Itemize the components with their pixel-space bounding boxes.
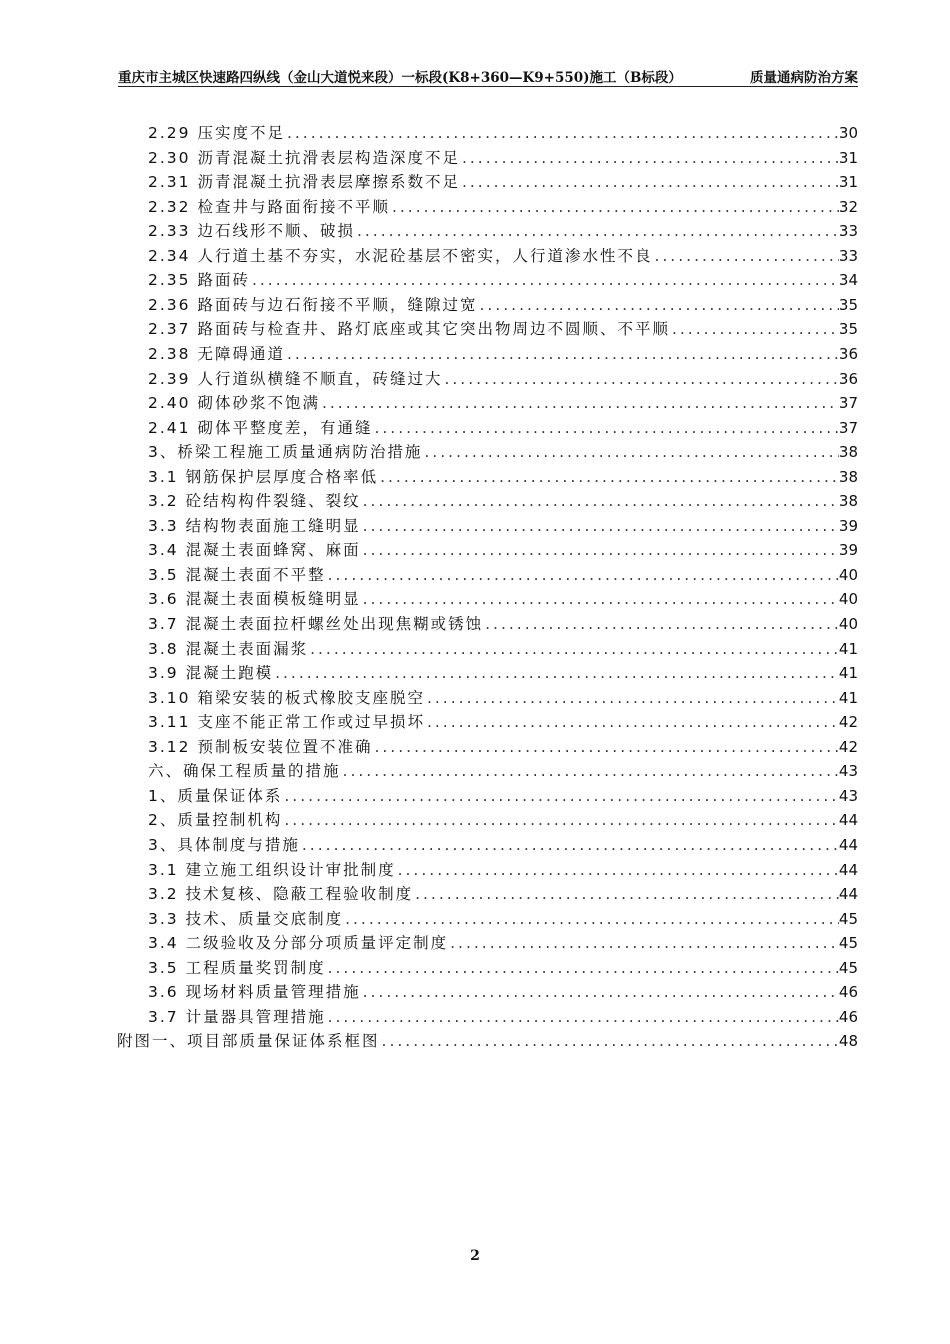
toc-leader-dots — [442, 370, 838, 388]
toc-leader-dots — [341, 762, 839, 780]
toc-entry-page: 46 — [838, 983, 858, 1002]
toc-entry-label: 2.30 沥青混凝土抗滑表层构造深度不足 — [148, 148, 460, 167]
toc-entry[interactable] — [148, 907, 858, 932]
toc-entry-label: 2.31 沥青混凝土抗滑表层摩擦系数不足 — [148, 173, 460, 192]
toc-entry-page: 45 — [838, 934, 858, 953]
toc-entry[interactable] — [148, 833, 858, 858]
toc-entry-page: 40 — [838, 590, 858, 609]
toc-leader-dots — [282, 787, 839, 805]
toc-entry-page: 36 — [838, 344, 858, 363]
toc-entry-page: 40 — [838, 615, 858, 633]
toc-entry-label: 3.1 建立施工组织设计审批制度 — [148, 860, 396, 879]
toc-leader-dots — [460, 173, 839, 191]
toc-leader-dots — [390, 198, 839, 216]
toc-entry-page: 44 — [838, 860, 858, 879]
toc-entry-page: 36 — [838, 369, 858, 388]
toc-entry-page: 41 — [838, 664, 858, 683]
toc-entry-page: 38 — [838, 492, 858, 511]
toc-entry[interactable] — [148, 858, 858, 883]
toc-entry-label: 附图一、项目部质量保证体系框图 — [117, 1032, 380, 1051]
toc-entry-label: 2.38 无障碍通道 — [148, 344, 285, 363]
toc-entry-page: 44 — [838, 835, 858, 854]
toc-leader-dots — [355, 222, 839, 240]
toc-entry-label: 2.37 路面砖与检查井、路灯底座或其它突出物周边不圆顺、不平顺 — [148, 320, 670, 339]
toc-entry-page: 30 — [838, 124, 858, 142]
toc-entry-page: 35 — [838, 295, 858, 314]
toc-leader-dots — [273, 664, 839, 682]
toc-entry[interactable] — [148, 1005, 858, 1030]
toc-entry-label: 3、桥梁工程施工质量通病防治措施 — [148, 443, 423, 462]
toc-entry-page: 33 — [838, 222, 858, 241]
toc-entry[interactable] — [148, 612, 858, 637]
toc-leader-dots — [460, 149, 839, 167]
toc-entry[interactable] — [148, 195, 858, 220]
toc-entry[interactable] — [148, 784, 858, 809]
toc-entry[interactable] — [148, 219, 858, 244]
toc-entry-page: 38 — [838, 467, 858, 486]
toc-entry[interactable] — [148, 661, 858, 686]
toc-entry-label: 3.1 钢筋保护层厚度合格率低 — [148, 467, 379, 486]
toc-entry[interactable] — [148, 121, 858, 146]
toc-entry-label: 2.29 压实度不足 — [148, 124, 285, 142]
toc-entry[interactable] — [148, 931, 858, 956]
toc-entry-label: 3.3 技术、质量交底制度 — [148, 909, 344, 928]
toc-leader-dots — [425, 713, 839, 731]
toc-leader-dots — [372, 738, 838, 756]
toc-entry-label: 3.9 混凝土跑模 — [148, 664, 274, 683]
toc-entry-label: 2.39 人行道纵横缝不顺直，砖缝过大 — [148, 369, 443, 388]
toc-entry[interactable] — [148, 146, 858, 171]
toc-entry-label: 3.4 二级验收及分部分项质量评定制度 — [148, 934, 449, 953]
toc-entry[interactable] — [148, 956, 858, 981]
toc-entry-page: 42 — [838, 713, 858, 732]
header-doc-name: 质量通病防治方案 — [750, 70, 858, 86]
toc-entry-label: 2.35 路面砖 — [148, 271, 250, 290]
toc-entry[interactable] — [148, 882, 858, 907]
toc-entry[interactable] — [148, 293, 858, 318]
toc-entry-label: 六、确保工程质量的措施 — [148, 762, 341, 781]
toc-entry-page: 34 — [838, 271, 858, 290]
toc-entry-page: 35 — [838, 320, 858, 339]
toc-entry-label: 2.33 边石线形不顺、破损 — [148, 222, 355, 241]
toc-entry[interactable] — [148, 440, 858, 465]
toc-entry-label: 3.12 预制板安装位置不准确 — [148, 737, 373, 756]
toc-entry-page: 37 — [838, 394, 858, 413]
toc-entry[interactable] — [148, 980, 858, 1005]
toc-leader-dots — [320, 394, 839, 412]
toc-entry-page: 44 — [838, 811, 858, 830]
toc-leader-dots — [361, 517, 839, 535]
toc-leader-dots — [378, 468, 839, 486]
toc-entry[interactable] — [148, 416, 858, 441]
toc-entry-label: 3.11 支座不能正常工作或过早损坏 — [148, 713, 425, 732]
toc-entry[interactable] — [148, 759, 858, 784]
toc-entry-label: 3、具体制度与措施 — [148, 835, 300, 854]
toc-entry[interactable] — [148, 465, 858, 490]
toc-leader-dots — [343, 910, 839, 928]
toc-entry-page: 43 — [838, 762, 858, 781]
toc-entry[interactable] — [148, 563, 858, 588]
toc-leader-dots — [413, 885, 839, 903]
toc-leader-dots — [326, 566, 839, 584]
toc-entry-label: 3.7 混凝土表面拉杆螺丝处出现焦糊或锈蚀 — [148, 615, 484, 633]
toc-entry-label: 3.2 技术复核、隐蔽工程验收制度 — [148, 885, 414, 904]
toc-entry-page: 48 — [838, 1032, 858, 1051]
toc-entry-label: 3.6 现场材料质量管理措施 — [148, 983, 361, 1002]
toc-entry-page: 44 — [838, 885, 858, 904]
toc-leader-dots — [308, 640, 839, 658]
toc-entry-page: 41 — [838, 639, 858, 658]
toc-entry-page: 39 — [838, 516, 858, 535]
toc-entry[interactable] — [148, 808, 858, 833]
toc-entry-label: 2、质量控制机构 — [148, 811, 283, 830]
toc-entry[interactable] — [148, 710, 858, 735]
toc-entry[interactable] — [148, 170, 858, 195]
toc-entry-label: 2.40 砌体砂浆不饱满 — [148, 394, 320, 413]
toc-entry[interactable] — [148, 489, 858, 514]
toc-leader-dots — [361, 983, 839, 1001]
toc-entry-page: 43 — [838, 786, 858, 805]
toc-leader-dots — [425, 689, 839, 707]
toc-entry-label: 3.2 砼结构构件裂缝、裂纹 — [148, 492, 361, 511]
toc-entry-page: 45 — [838, 909, 858, 928]
toc-entry-label: 2.41 砌体平整度差，有通缝 — [148, 418, 373, 437]
toc-leader-dots — [326, 1008, 839, 1026]
toc-entry[interactable] — [148, 268, 858, 293]
toc-entry-label: 2.34 人行道土基不夯实，水泥砼基层不密实，人行道渗水性不良 — [148, 246, 653, 265]
toc-entry-label: 3.8 混凝土表面漏浆 — [148, 639, 309, 658]
toc-entry-label: 3.5 工程质量奖罚制度 — [148, 958, 326, 977]
toc-leader-dots — [285, 345, 839, 363]
toc-leader-dots — [361, 541, 839, 559]
toc-entry-page: 32 — [838, 197, 858, 216]
toc-entry-label: 3.10 箱梁安装的板式橡胶支座脱空 — [148, 688, 425, 707]
toc-entry[interactable] — [148, 637, 858, 662]
toc-entry-page: 31 — [838, 173, 858, 192]
toc-entry-label: 2.32 检查井与路面衔接不平顺 — [148, 197, 390, 216]
toc-leader-dots — [250, 271, 839, 289]
toc-leader-dots — [448, 934, 839, 952]
toc-entry-label: 3.5 混凝土表面不平整 — [148, 565, 326, 584]
toc-entry-page: 37 — [838, 418, 858, 437]
toc-leader-dots — [670, 320, 839, 338]
toc-entry-page: 38 — [838, 443, 858, 462]
toc-entry[interactable] — [148, 514, 858, 539]
toc-entry-label: 3.7 计量器具管理措施 — [148, 1007, 326, 1026]
toc-entry-page: 31 — [838, 148, 858, 167]
toc-entry-page: 33 — [838, 246, 858, 265]
toc-entry[interactable] — [148, 342, 858, 367]
toc-entry-label: 3.4 混凝土表面蜂窝、麻面 — [148, 541, 361, 560]
toc-entry-page: 42 — [838, 737, 858, 756]
toc-leader-dots — [326, 959, 839, 977]
toc-entry[interactable] — [148, 391, 858, 416]
toc-entry-page: 46 — [838, 1007, 858, 1026]
toc-entry-label: 3.6 混凝土表面模板缝明显 — [148, 590, 361, 609]
toc-entry[interactable] — [148, 317, 858, 342]
toc-entry[interactable] — [148, 244, 858, 269]
toc-leader-dots — [652, 247, 838, 265]
toc-entry[interactable] — [117, 1029, 858, 1054]
toc-entry[interactable] — [148, 686, 858, 711]
toc-entry-page: 39 — [838, 541, 858, 560]
toc-leader-dots — [300, 836, 839, 854]
toc-leader-dots — [380, 1032, 839, 1050]
toc-leader-dots — [282, 811, 839, 829]
toc-entry[interactable] — [148, 735, 858, 760]
toc-entry-page: 40 — [838, 565, 858, 584]
toc-leader-dots — [483, 615, 839, 633]
toc-entry-label: 3.3 结构物表面施工缝明显 — [148, 516, 361, 535]
toc-leader-dots — [285, 124, 839, 142]
toc-entry-page: 45 — [838, 958, 858, 977]
toc-leader-dots — [361, 590, 839, 608]
toc-entry[interactable] — [148, 367, 858, 392]
toc-leader-dots — [396, 861, 839, 879]
toc-leader-dots — [372, 419, 838, 437]
toc-entry[interactable] — [148, 538, 858, 563]
header-title: 重庆市主城区快速路四纵线（金山大道悦来段）一标段(K8+360—K9+550)施工（B标段） — [118, 70, 682, 86]
toc-entry-label: 2.36 路面砖与边石衔接不平顺，缝隙过宽 — [148, 295, 478, 314]
toc-leader-dots — [361, 492, 839, 510]
toc-entry-page: 41 — [838, 688, 858, 707]
toc-entry[interactable] — [148, 587, 858, 612]
toc-leader-dots — [422, 443, 839, 461]
toc-leader-dots — [477, 296, 838, 314]
toc-entry-label: 1、质量保证体系 — [148, 786, 283, 805]
page-header — [118, 66, 858, 87]
page-number: 2 — [470, 1248, 480, 1264]
